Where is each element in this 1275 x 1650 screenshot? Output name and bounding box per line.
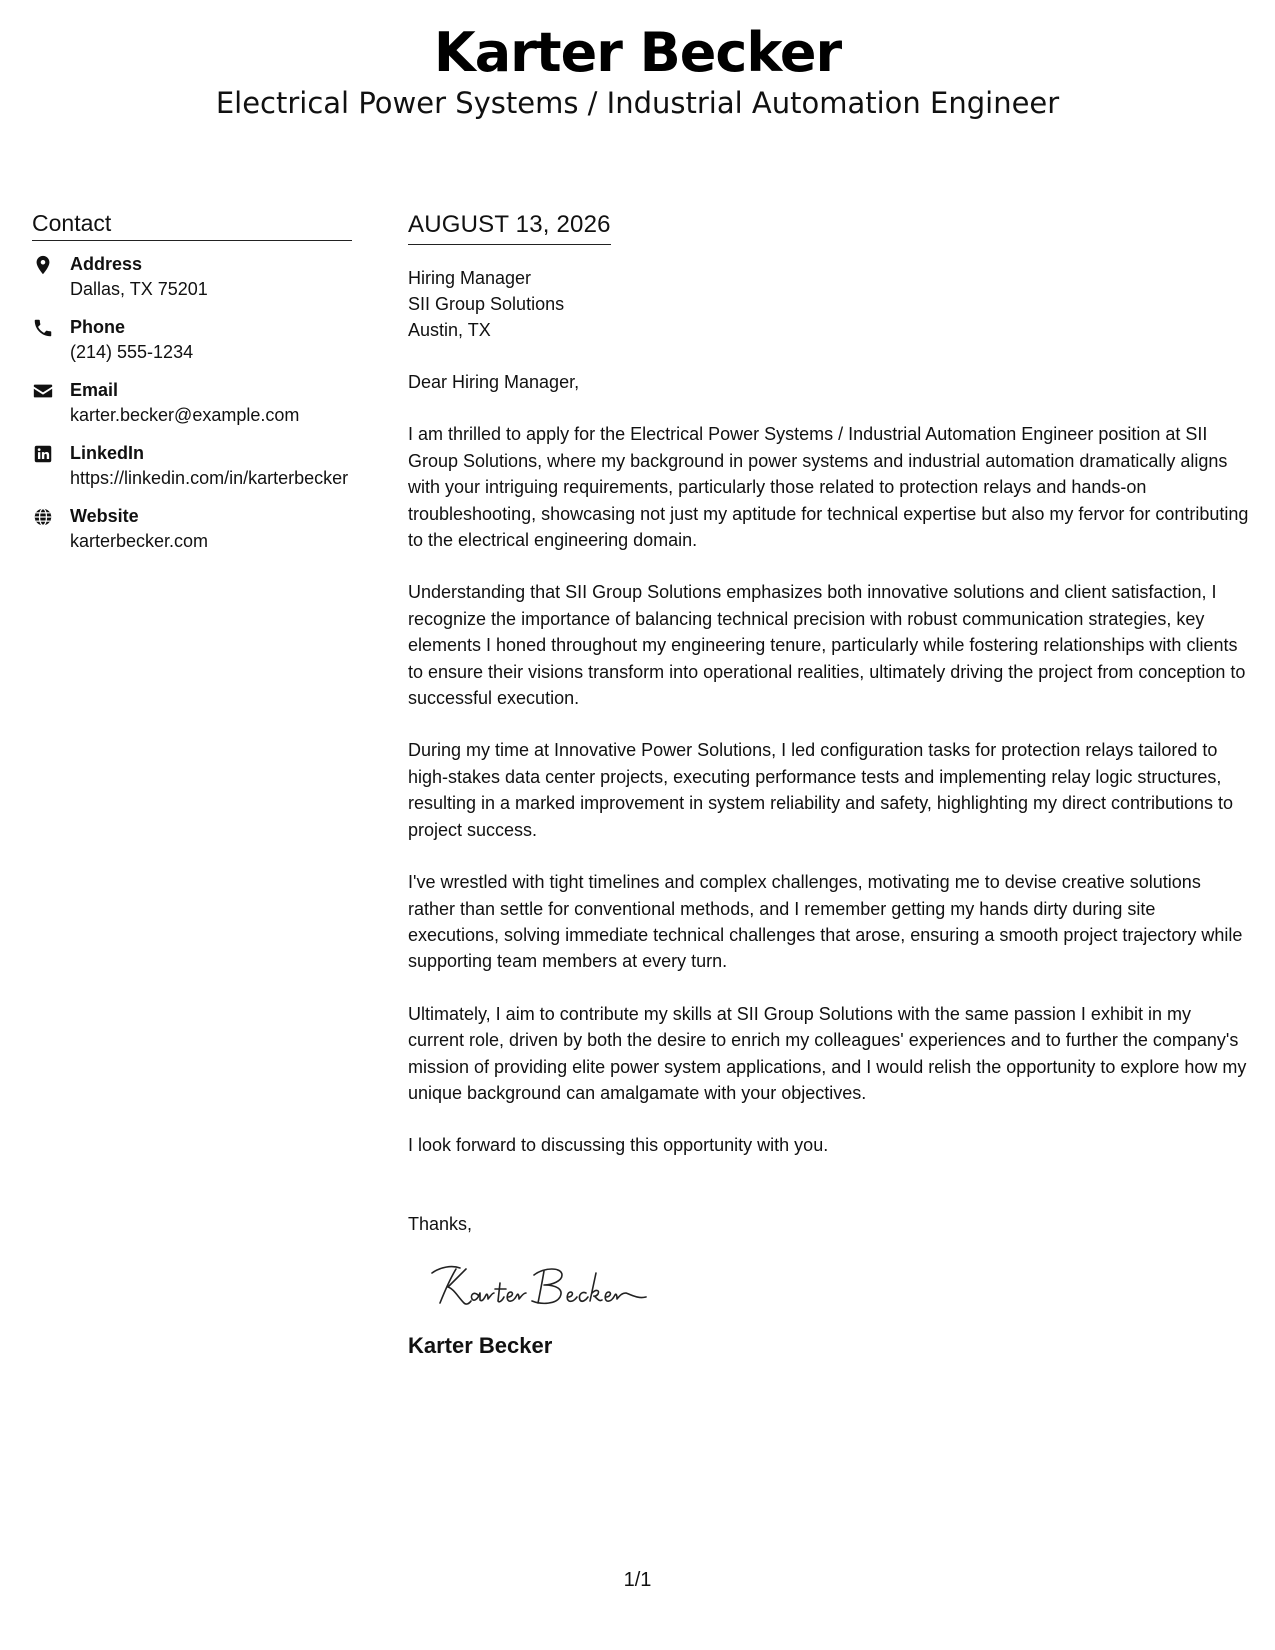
letter-header [0,22,1275,122]
letter-body [408,210,1250,1361]
contact-email [32,378,352,428]
envelope-icon [32,380,54,402]
recipient-company: SII Group Solutions [408,294,565,314]
page-number: 1/1 [623,1569,652,1591]
address-value: Dallas, TX 75201 [70,279,208,299]
paragraph-2: Understanding that SII Group Solutions emphasizes both innovative solutions and client satisfaction, I recognize the importance of balancing technical precision with robust communication strategies, key elements I honed throughout my engineering tenure, particularly while fostering relationships with clients to ensure their visions transform into operational realities, ultimately driving the project from conception to successful execution. [408,582,1246,709]
phone-value: (214) 555-1234 [70,342,194,362]
paragraph-5: Ultimately, I aim to contribute my skills at SII Group Solutions with the same passion I exhibit in my current role, driven by both the desire to enrich my colleagues' experiences and to further the company's mission of providing elite power system applications, and I would relish the opportunity to explore how my unique background can amalgamate with your objectives. [408,1003,1247,1103]
phone-label: Phone [70,317,126,337]
contact-heading: Contact [32,208,352,241]
contact-address [32,252,352,302]
signed-name: Karter Becker [408,1332,553,1358]
phone-icon [32,317,54,339]
contact-website [32,504,352,554]
paragraph-1: I am thrilled to apply for the Electrical Power Systems / Industrial Automation Engineer position at SII Group Solutions, where my background in power systems and industrial automation dramatically aligns with your intriguing requirements, particularly those related to protection relays and hands-on troubleshooting, showcasing not just my aptitude for technical expertise but also my fervor for contributing to the electrical engineering domain. [408,424,1249,551]
map-pin-icon [32,254,54,276]
salutation: Dear Hiring Manager, [408,372,580,392]
address-label: Address [70,254,143,274]
globe-icon [32,506,54,528]
paragraph-4: I've wrestled with tight timelines and complex challenges, motivating me to devise creative solutions rather than settle for conventional methods, and I remember getting my hands dirty during site executions, solving immediate technical challenges that arose, ensuring a smooth project trajectory while supporting team members at every turn. [408,872,1243,972]
letter-date: AUGUST 13, 2026 [408,211,611,238]
handwritten-signature [426,1259,656,1319]
applicant-name: Karter Becker [433,21,842,84]
email-value: karter.becker@example.com [70,405,300,425]
email-label: Email [70,380,119,400]
linkedin-label: LinkedIn [70,443,145,463]
contact-phone [32,315,352,365]
recipient-name: Hiring Manager [408,268,532,288]
recipient-location: Austin, TX [408,320,491,340]
paragraph-3: During my time at Innovative Power Solutions, I led configuration tasks for protection relays tailored to high-stakes data center projects, executing performance tests and implementing relay logic structures, resulting in a marked improvement in system reliability and safety, highlighting my direct contributions to project success. [408,740,1234,840]
contact-sidebar [32,208,352,567]
date-block [408,210,611,245]
paragraph-6: I look forward to discussing this opportunity with you. [408,1135,829,1156]
website-label: Website [70,506,139,526]
website-value[interactable]: karterbecker.com [70,531,209,551]
recipient-block [408,265,1250,343]
contact-linkedin [32,441,352,491]
linkedin-icon [32,443,54,465]
linkedin-value[interactable]: https://linkedin.com/in/karterbecker [70,468,349,488]
closing: Thanks, [408,1213,473,1234]
job-title: Electrical Power Systems / Industrial Automation Engineer [215,86,1060,120]
